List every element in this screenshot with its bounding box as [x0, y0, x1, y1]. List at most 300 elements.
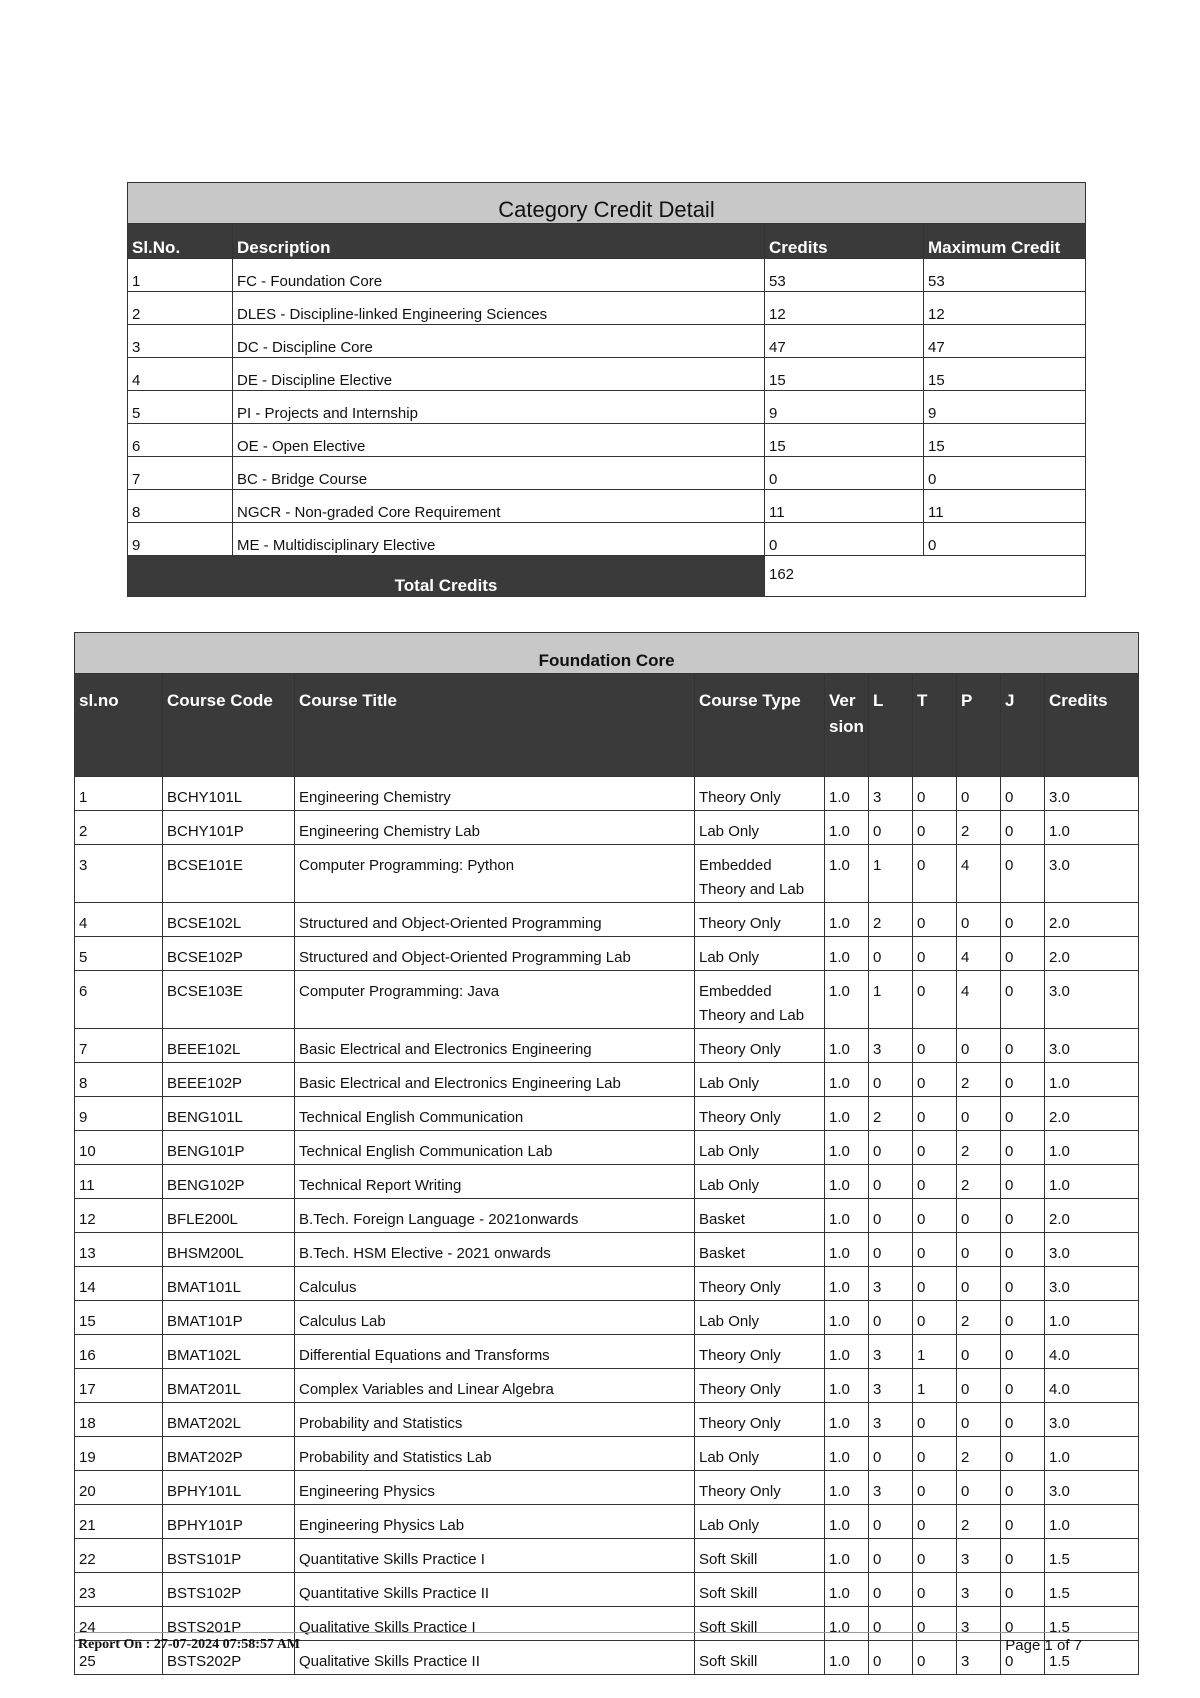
cell-description: DE - Discipline Elective	[233, 358, 765, 391]
cell-credits: 2.0	[1045, 1097, 1139, 1131]
cell-course-type: Soft Skill	[695, 1539, 825, 1573]
cell-j: 0	[1001, 1131, 1045, 1165]
cell-slno: 6	[128, 424, 233, 457]
cell-course-type: Theory Only	[695, 777, 825, 811]
cell-version: 1.0	[825, 1165, 869, 1199]
cell-p: 4	[957, 937, 1001, 971]
cell-course-code: BCSE102P	[163, 937, 295, 971]
cell-t: 0	[913, 1471, 957, 1505]
cell-description: ME - Multidisciplinary Elective	[233, 523, 765, 556]
cell-course-code: BEEE102P	[163, 1063, 295, 1097]
cell-slno: 2	[128, 292, 233, 325]
cell-l: 0	[869, 1539, 913, 1573]
page-number: Page 1 of 7	[1005, 1637, 1082, 1654]
cell-course-code: BHSM200L	[163, 1233, 295, 1267]
cell-description: DLES - Discipline-linked Engineering Sciences	[233, 292, 765, 325]
col-header-description: Description	[233, 224, 765, 259]
cell-credits: 1.5	[1045, 1641, 1139, 1675]
cell-credits: 3.0	[1045, 1267, 1139, 1301]
cell-credits: 53	[765, 259, 924, 292]
cell-version: 1.0	[825, 1335, 869, 1369]
cell-t: 0	[913, 1607, 957, 1641]
cell-p: 0	[957, 777, 1001, 811]
cell-p: 3	[957, 1641, 1001, 1675]
cell-slno: 6	[75, 971, 163, 1029]
cell-j: 0	[1001, 1267, 1045, 1301]
table-row	[75, 1063, 1139, 1097]
cell-course-type: Theory Only	[695, 903, 825, 937]
cell-course-code: BMAT101P	[163, 1301, 295, 1335]
cell-course-title: Engineering Physics	[295, 1471, 695, 1505]
cell-slno: 23	[75, 1573, 163, 1607]
cell-course-type: Soft Skill	[695, 1641, 825, 1675]
cell-slno: 8	[75, 1063, 163, 1097]
cell-t: 0	[913, 1233, 957, 1267]
cell-j: 0	[1001, 845, 1045, 903]
cell-l: 1	[869, 845, 913, 903]
cell-version: 1.0	[825, 777, 869, 811]
cell-slno: 10	[75, 1131, 163, 1165]
cell-course-title: Engineering Physics Lab	[295, 1505, 695, 1539]
cell-p: 0	[957, 1029, 1001, 1063]
cell-credits: 1.0	[1045, 1063, 1139, 1097]
cell-version: 1.0	[825, 1641, 869, 1675]
cell-p: 2	[957, 1437, 1001, 1471]
col-header-credits: Credits	[765, 224, 924, 259]
cell-version: 1.0	[825, 1607, 869, 1641]
cell-slno: 24	[75, 1607, 163, 1641]
cell-credits: 47	[765, 325, 924, 358]
cell-version: 1.0	[825, 811, 869, 845]
cell-version: 1.0	[825, 1471, 869, 1505]
col-header-course-title: Course Title	[295, 674, 695, 777]
cell-course-code: BCSE102L	[163, 903, 295, 937]
table-row	[75, 1573, 1139, 1607]
cell-p: 0	[957, 1199, 1001, 1233]
cell-credits: 15	[765, 424, 924, 457]
cell-course-code: BEEE102L	[163, 1029, 295, 1063]
cell-j: 0	[1001, 1097, 1045, 1131]
cell-course-code: BSTS101P	[163, 1539, 295, 1573]
cell-p: 3	[957, 1607, 1001, 1641]
cell-max-credit: 47	[924, 325, 1086, 358]
cell-j: 0	[1001, 937, 1045, 971]
cell-course-type: Lab Only	[695, 1301, 825, 1335]
cell-j: 0	[1001, 1335, 1045, 1369]
table-row	[128, 292, 1086, 325]
cell-course-title: Quantitative Skills Practice II	[295, 1573, 695, 1607]
cell-version: 1.0	[825, 937, 869, 971]
cell-l: 1	[869, 971, 913, 1029]
cell-course-code: BCSE101E	[163, 845, 295, 903]
cell-course-type: Theory Only	[695, 1097, 825, 1131]
cell-version: 1.0	[825, 1029, 869, 1063]
cell-j: 0	[1001, 1301, 1045, 1335]
cell-max-credit: 15	[924, 424, 1086, 457]
cell-j: 0	[1001, 1199, 1045, 1233]
cell-credits: 0	[765, 457, 924, 490]
cell-course-title: Computer Programming: Python	[295, 845, 695, 903]
cell-credits: 1.0	[1045, 1301, 1139, 1335]
cell-course-title: Qualitative Skills Practice II	[295, 1641, 695, 1675]
cell-course-type: Theory Only	[695, 1335, 825, 1369]
cell-course-type: Lab Only	[695, 1437, 825, 1471]
col-header-course-code: Course Code	[163, 674, 295, 777]
cell-course-title: Structured and Object-Oriented Programming	[295, 903, 695, 937]
cell-t: 0	[913, 1403, 957, 1437]
cell-slno: 18	[75, 1403, 163, 1437]
cell-slno: 25	[75, 1641, 163, 1675]
table-row	[75, 1199, 1139, 1233]
cell-l: 0	[869, 1233, 913, 1267]
cell-description: BC - Bridge Course	[233, 457, 765, 490]
cell-l: 0	[869, 937, 913, 971]
cell-slno: 14	[75, 1267, 163, 1301]
cell-course-type: Basket	[695, 1199, 825, 1233]
cell-course-title: Probability and Statistics Lab	[295, 1437, 695, 1471]
cell-course-title: Quantitative Skills Practice I	[295, 1539, 695, 1573]
cell-course-title: Differential Equations and Transforms	[295, 1335, 695, 1369]
cell-credits: 0	[765, 523, 924, 556]
cell-course-title: Probability and Statistics	[295, 1403, 695, 1437]
cell-l: 0	[869, 1063, 913, 1097]
cell-credits: 1.5	[1045, 1607, 1139, 1641]
cell-max-credit: 9	[924, 391, 1086, 424]
cell-slno: 20	[75, 1471, 163, 1505]
cell-p: 0	[957, 1233, 1001, 1267]
table-row	[75, 1131, 1139, 1165]
cell-slno: 12	[75, 1199, 163, 1233]
category-table-title: Category Credit Detail	[128, 183, 1086, 224]
cell-course-code: BCHY101L	[163, 777, 295, 811]
cell-course-type: Lab Only	[695, 811, 825, 845]
table-row	[75, 1301, 1139, 1335]
cell-t: 0	[913, 1641, 957, 1675]
foundation-core-title: Foundation Core	[75, 633, 1139, 674]
cell-t: 0	[913, 811, 957, 845]
table-row	[75, 1471, 1139, 1505]
cell-max-credit: 12	[924, 292, 1086, 325]
cell-credits: 1.0	[1045, 1131, 1139, 1165]
cell-l: 3	[869, 1471, 913, 1505]
cell-slno: 3	[75, 845, 163, 903]
cell-course-type: Soft Skill	[695, 1607, 825, 1641]
table-row	[75, 1029, 1139, 1063]
cell-course-type: Lab Only	[695, 1131, 825, 1165]
cell-credits: 3.0	[1045, 1233, 1139, 1267]
cell-t: 0	[913, 971, 957, 1029]
cell-t: 0	[913, 1199, 957, 1233]
cell-l: 0	[869, 1301, 913, 1335]
cell-course-code: BMAT201L	[163, 1369, 295, 1403]
cell-course-title: Qualitative Skills Practice I	[295, 1607, 695, 1641]
cell-slno: 17	[75, 1369, 163, 1403]
col-header-max-credit: Maximum Credit	[924, 224, 1086, 259]
cell-l: 0	[869, 1573, 913, 1607]
cell-course-title: Technical Report Writing	[295, 1165, 695, 1199]
cell-course-type: Lab Only	[695, 1063, 825, 1097]
cell-j: 0	[1001, 1233, 1045, 1267]
cell-j: 0	[1001, 1403, 1045, 1437]
cell-t: 0	[913, 1301, 957, 1335]
table-row	[75, 1335, 1139, 1369]
cell-credits: 2.0	[1045, 903, 1139, 937]
cell-course-title: Complex Variables and Linear Algebra	[295, 1369, 695, 1403]
cell-course-title: Basic Electrical and Electronics Engineering Lab	[295, 1063, 695, 1097]
category-credit-table	[127, 182, 1086, 597]
cell-version: 1.0	[825, 971, 869, 1029]
table-row	[75, 1233, 1139, 1267]
table-row	[75, 1267, 1139, 1301]
cell-j: 0	[1001, 777, 1045, 811]
cell-course-code: BCHY101P	[163, 811, 295, 845]
cell-l: 3	[869, 777, 913, 811]
cell-course-title: B.Tech. Foreign Language - 2021onwards	[295, 1199, 695, 1233]
cell-slno: 7	[128, 457, 233, 490]
col-header-slno: Sl.No.	[128, 224, 233, 259]
cell-credits: 15	[765, 358, 924, 391]
cell-credits: 1.0	[1045, 1505, 1139, 1539]
cell-slno: 2	[75, 811, 163, 845]
cell-l: 2	[869, 1097, 913, 1131]
cell-p: 2	[957, 811, 1001, 845]
col-header-course-type: Course Type	[695, 674, 825, 777]
cell-slno: 13	[75, 1233, 163, 1267]
cell-course-type: Theory Only	[695, 1369, 825, 1403]
cell-j: 0	[1001, 1539, 1045, 1573]
cell-l: 0	[869, 1505, 913, 1539]
cell-p: 2	[957, 1063, 1001, 1097]
cell-p: 0	[957, 1267, 1001, 1301]
cell-version: 1.0	[825, 1097, 869, 1131]
cell-description: DC - Discipline Core	[233, 325, 765, 358]
cell-t: 0	[913, 937, 957, 971]
cell-description: NGCR - Non-graded Core Requirement	[233, 490, 765, 523]
cell-credits: 3.0	[1045, 1029, 1139, 1063]
cell-version: 1.0	[825, 1539, 869, 1573]
cell-course-code: BCSE103E	[163, 971, 295, 1029]
cell-l: 0	[869, 1641, 913, 1675]
cell-slno: 1	[128, 259, 233, 292]
col-header-credits: Credits	[1045, 674, 1139, 777]
cell-t: 0	[913, 1097, 957, 1131]
cell-course-code: BENG102P	[163, 1165, 295, 1199]
cell-slno: 7	[75, 1029, 163, 1063]
cell-j: 0	[1001, 1607, 1045, 1641]
cell-slno: 5	[75, 937, 163, 971]
cell-t: 0	[913, 1505, 957, 1539]
cell-slno: 5	[128, 391, 233, 424]
cell-version: 1.0	[825, 1403, 869, 1437]
cell-slno: 22	[75, 1539, 163, 1573]
cell-t: 0	[913, 1573, 957, 1607]
cell-slno: 3	[128, 325, 233, 358]
cell-slno: 21	[75, 1505, 163, 1539]
col-header-p: P	[957, 674, 1001, 777]
cell-max-credit: 0	[924, 523, 1086, 556]
cell-p: 2	[957, 1165, 1001, 1199]
cell-course-code: BPHY101P	[163, 1505, 295, 1539]
cell-course-title: Structured and Object-Oriented Programming Lab	[295, 937, 695, 971]
cell-slno: 4	[128, 358, 233, 391]
cell-course-type: Lab Only	[695, 1505, 825, 1539]
cell-l: 0	[869, 1131, 913, 1165]
cell-description: OE - Open Elective	[233, 424, 765, 457]
cell-course-type: Basket	[695, 1233, 825, 1267]
col-header-l: L	[869, 674, 913, 777]
table-row	[75, 903, 1139, 937]
cell-credits: 12	[765, 292, 924, 325]
cell-slno: 9	[128, 523, 233, 556]
cell-p: 0	[957, 1403, 1001, 1437]
cell-max-credit: 15	[924, 358, 1086, 391]
cell-slno: 19	[75, 1437, 163, 1471]
cell-credits: 1.5	[1045, 1573, 1139, 1607]
table-row	[128, 457, 1086, 490]
table-row	[128, 391, 1086, 424]
table-row	[75, 1505, 1139, 1539]
cell-slno: 4	[75, 903, 163, 937]
cell-t: 0	[913, 1437, 957, 1471]
cell-course-type: Theory Only	[695, 1403, 825, 1437]
cell-course-type: Soft Skill	[695, 1573, 825, 1607]
report-timestamp: Report On : 27-07-2024 07:58:57 AM	[78, 1637, 301, 1652]
cell-l: 3	[869, 1335, 913, 1369]
cell-j: 0	[1001, 1029, 1045, 1063]
table-row	[128, 325, 1086, 358]
cell-credits: 2.0	[1045, 937, 1139, 971]
cell-description: PI - Projects and Internship	[233, 391, 765, 424]
cell-p: 2	[957, 1505, 1001, 1539]
cell-p: 2	[957, 1131, 1001, 1165]
cell-j: 0	[1001, 971, 1045, 1029]
cell-t: 0	[913, 1029, 957, 1063]
cell-slno: 8	[128, 490, 233, 523]
cell-version: 1.0	[825, 1505, 869, 1539]
cell-course-code: BPHY101L	[163, 1471, 295, 1505]
cell-max-credit: 53	[924, 259, 1086, 292]
cell-slno: 9	[75, 1097, 163, 1131]
cell-course-title: Computer Programming: Java	[295, 971, 695, 1029]
col-header-slno: sl.no	[75, 674, 163, 777]
cell-slno: 16	[75, 1335, 163, 1369]
cell-course-code: BMAT102L	[163, 1335, 295, 1369]
cell-course-code: BSTS201P	[163, 1607, 295, 1641]
table-row	[128, 424, 1086, 457]
cell-t: 0	[913, 1131, 957, 1165]
cell-j: 0	[1001, 1505, 1045, 1539]
cell-j: 0	[1001, 1165, 1045, 1199]
cell-slno: 11	[75, 1165, 163, 1199]
cell-course-type: Embedded Theory and Lab	[695, 971, 825, 1029]
table-row	[75, 1165, 1139, 1199]
cell-p: 3	[957, 1539, 1001, 1573]
cell-course-code: BMAT202L	[163, 1403, 295, 1437]
cell-l: 2	[869, 903, 913, 937]
cell-version: 1.0	[825, 1063, 869, 1097]
foundation-core-table	[74, 632, 1139, 1675]
cell-j: 0	[1001, 1437, 1045, 1471]
cell-course-title: B.Tech. HSM Elective - 2021 onwards	[295, 1233, 695, 1267]
cell-course-code: BSTS102P	[163, 1573, 295, 1607]
cell-l: 3	[869, 1267, 913, 1301]
cell-course-type: Theory Only	[695, 1029, 825, 1063]
cell-l: 0	[869, 1437, 913, 1471]
cell-version: 1.0	[825, 903, 869, 937]
cell-version: 1.0	[825, 1199, 869, 1233]
cell-j: 0	[1001, 1641, 1045, 1675]
cell-course-title: Basic Electrical and Electronics Engineering	[295, 1029, 695, 1063]
table-row	[128, 259, 1086, 292]
table-row	[128, 358, 1086, 391]
cell-version: 1.0	[825, 1301, 869, 1335]
cell-slno: 1	[75, 777, 163, 811]
table-row	[75, 1539, 1139, 1573]
cell-p: 4	[957, 971, 1001, 1029]
cell-l: 3	[869, 1029, 913, 1063]
cell-course-code: BENG101L	[163, 1097, 295, 1131]
cell-j: 0	[1001, 1369, 1045, 1403]
cell-max-credit: 0	[924, 457, 1086, 490]
cell-t: 0	[913, 845, 957, 903]
cell-l: 0	[869, 811, 913, 845]
cell-version: 1.0	[825, 1131, 869, 1165]
cell-course-title: Technical English Communication Lab	[295, 1131, 695, 1165]
cell-version: 1.0	[825, 1437, 869, 1471]
cell-course-title: Engineering Chemistry Lab	[295, 811, 695, 845]
cell-p: 0	[957, 1369, 1001, 1403]
cell-version: 1.0	[825, 1369, 869, 1403]
table-row	[75, 1403, 1139, 1437]
cell-course-code: BENG101P	[163, 1131, 295, 1165]
col-header-version: Version	[825, 674, 869, 777]
cell-credits: 3.0	[1045, 777, 1139, 811]
cell-p: 3	[957, 1573, 1001, 1607]
cell-course-title: Technical English Communication	[295, 1097, 695, 1131]
cell-slno: 15	[75, 1301, 163, 1335]
cell-course-title: Calculus	[295, 1267, 695, 1301]
cell-j: 0	[1001, 1471, 1045, 1505]
table-row	[128, 490, 1086, 523]
table-row	[75, 1437, 1139, 1471]
cell-version: 1.0	[825, 1233, 869, 1267]
cell-l: 0	[869, 1165, 913, 1199]
cell-j: 0	[1001, 811, 1045, 845]
table-row	[75, 1097, 1139, 1131]
cell-credits: 9	[765, 391, 924, 424]
cell-max-credit: 11	[924, 490, 1086, 523]
col-header-t: T	[913, 674, 957, 777]
table-row	[75, 811, 1139, 845]
table-row	[75, 1369, 1139, 1403]
cell-t: 0	[913, 903, 957, 937]
cell-course-type: Lab Only	[695, 1165, 825, 1199]
cell-credits: 2.0	[1045, 1199, 1139, 1233]
cell-p: 0	[957, 1335, 1001, 1369]
cell-p: 0	[957, 1097, 1001, 1131]
cell-credits: 11	[765, 490, 924, 523]
col-header-j: J	[1001, 674, 1045, 777]
total-credits-value: 162	[765, 556, 1086, 597]
cell-course-type: Theory Only	[695, 1471, 825, 1505]
cell-credits: 3.0	[1045, 845, 1139, 903]
cell-j: 0	[1001, 1573, 1045, 1607]
cell-j: 0	[1001, 903, 1045, 937]
table-row	[75, 845, 1139, 903]
cell-l: 0	[869, 1199, 913, 1233]
cell-course-type: Embedded Theory and Lab	[695, 845, 825, 903]
total-credits-label: Total Credits	[128, 556, 765, 597]
